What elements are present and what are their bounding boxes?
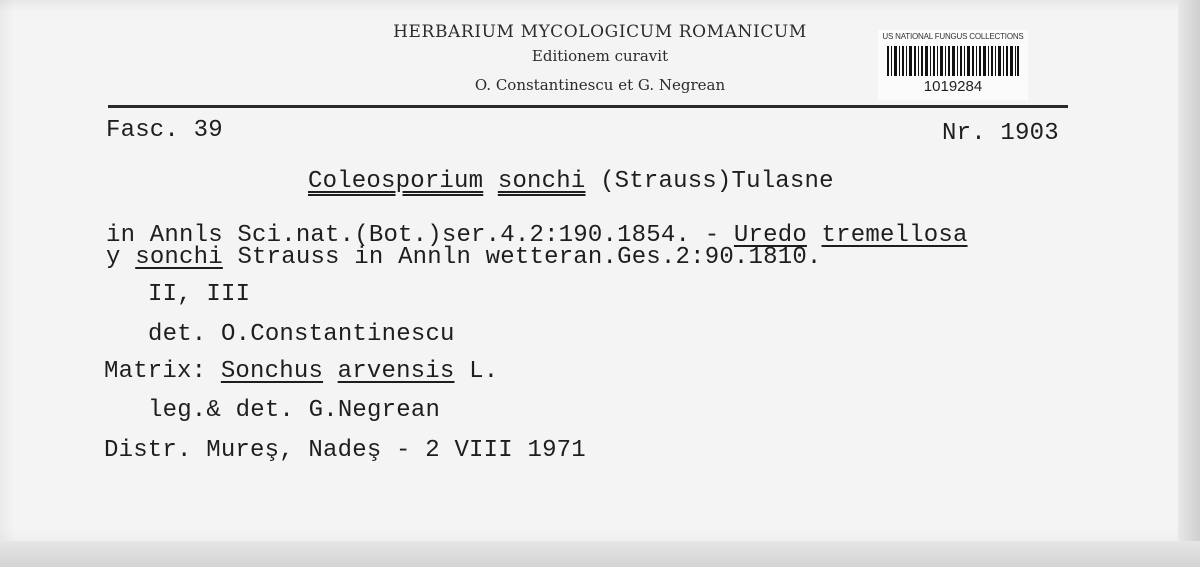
determiner: det. O.Constantinescu	[148, 321, 455, 348]
host-author: L.	[454, 358, 499, 385]
citation-line-2	[106, 244, 822, 271]
card-bottom-edge	[0, 541, 1200, 567]
citation-text: in Annls Sci.nat.(Bot.)ser.4.2:190.1854. -	[106, 222, 734, 249]
edition-note: Editionem curavit	[531, 47, 669, 65]
barcode-number: 1019284	[923, 78, 983, 95]
specimen-number: Nr. 1903	[942, 120, 1059, 147]
card-edge	[1178, 0, 1200, 567]
barcode-caption: US NATIONAL FUNGUS COLLECTIONS	[882, 32, 1024, 41]
basionym-genus: Uredo	[733, 222, 807, 249]
collector: leg.& det. G.Negrean	[148, 397, 441, 424]
header-rule	[108, 105, 1068, 108]
spore-stages: II, III	[148, 281, 251, 308]
matrix-line	[104, 358, 498, 385]
herbarium-title: HERBARIUM MYCOLOGICUM ROMANICUM	[393, 22, 807, 42]
barcode-icon	[887, 46, 1019, 76]
host-genus: Sonchus	[220, 358, 324, 385]
species-name	[308, 168, 834, 195]
species-author: (Strauss)Tulasne	[600, 168, 834, 195]
editors-line: O. Constantinescu et G. Negrean	[474, 76, 726, 94]
fascicle-number: Fasc. 39	[106, 117, 223, 144]
host-epithet: arvensis	[337, 358, 455, 385]
species-epithet: sonchi	[497, 168, 586, 195]
basionym-epithet: tremellosa	[821, 222, 968, 249]
species-genus: Coleosporium	[308, 168, 484, 195]
locality-date: Distr. Mureş, Nadeş - 2 VIII 1971	[104, 437, 586, 464]
barcode-label	[878, 30, 1028, 100]
matrix-label: Matrix:	[104, 358, 221, 385]
citation-prefix: y	[106, 244, 136, 271]
citation-reference: Strauss in Annln wetteran.Ges.2:90.1810.	[222, 244, 822, 271]
variety-epithet: sonchi	[135, 244, 223, 271]
